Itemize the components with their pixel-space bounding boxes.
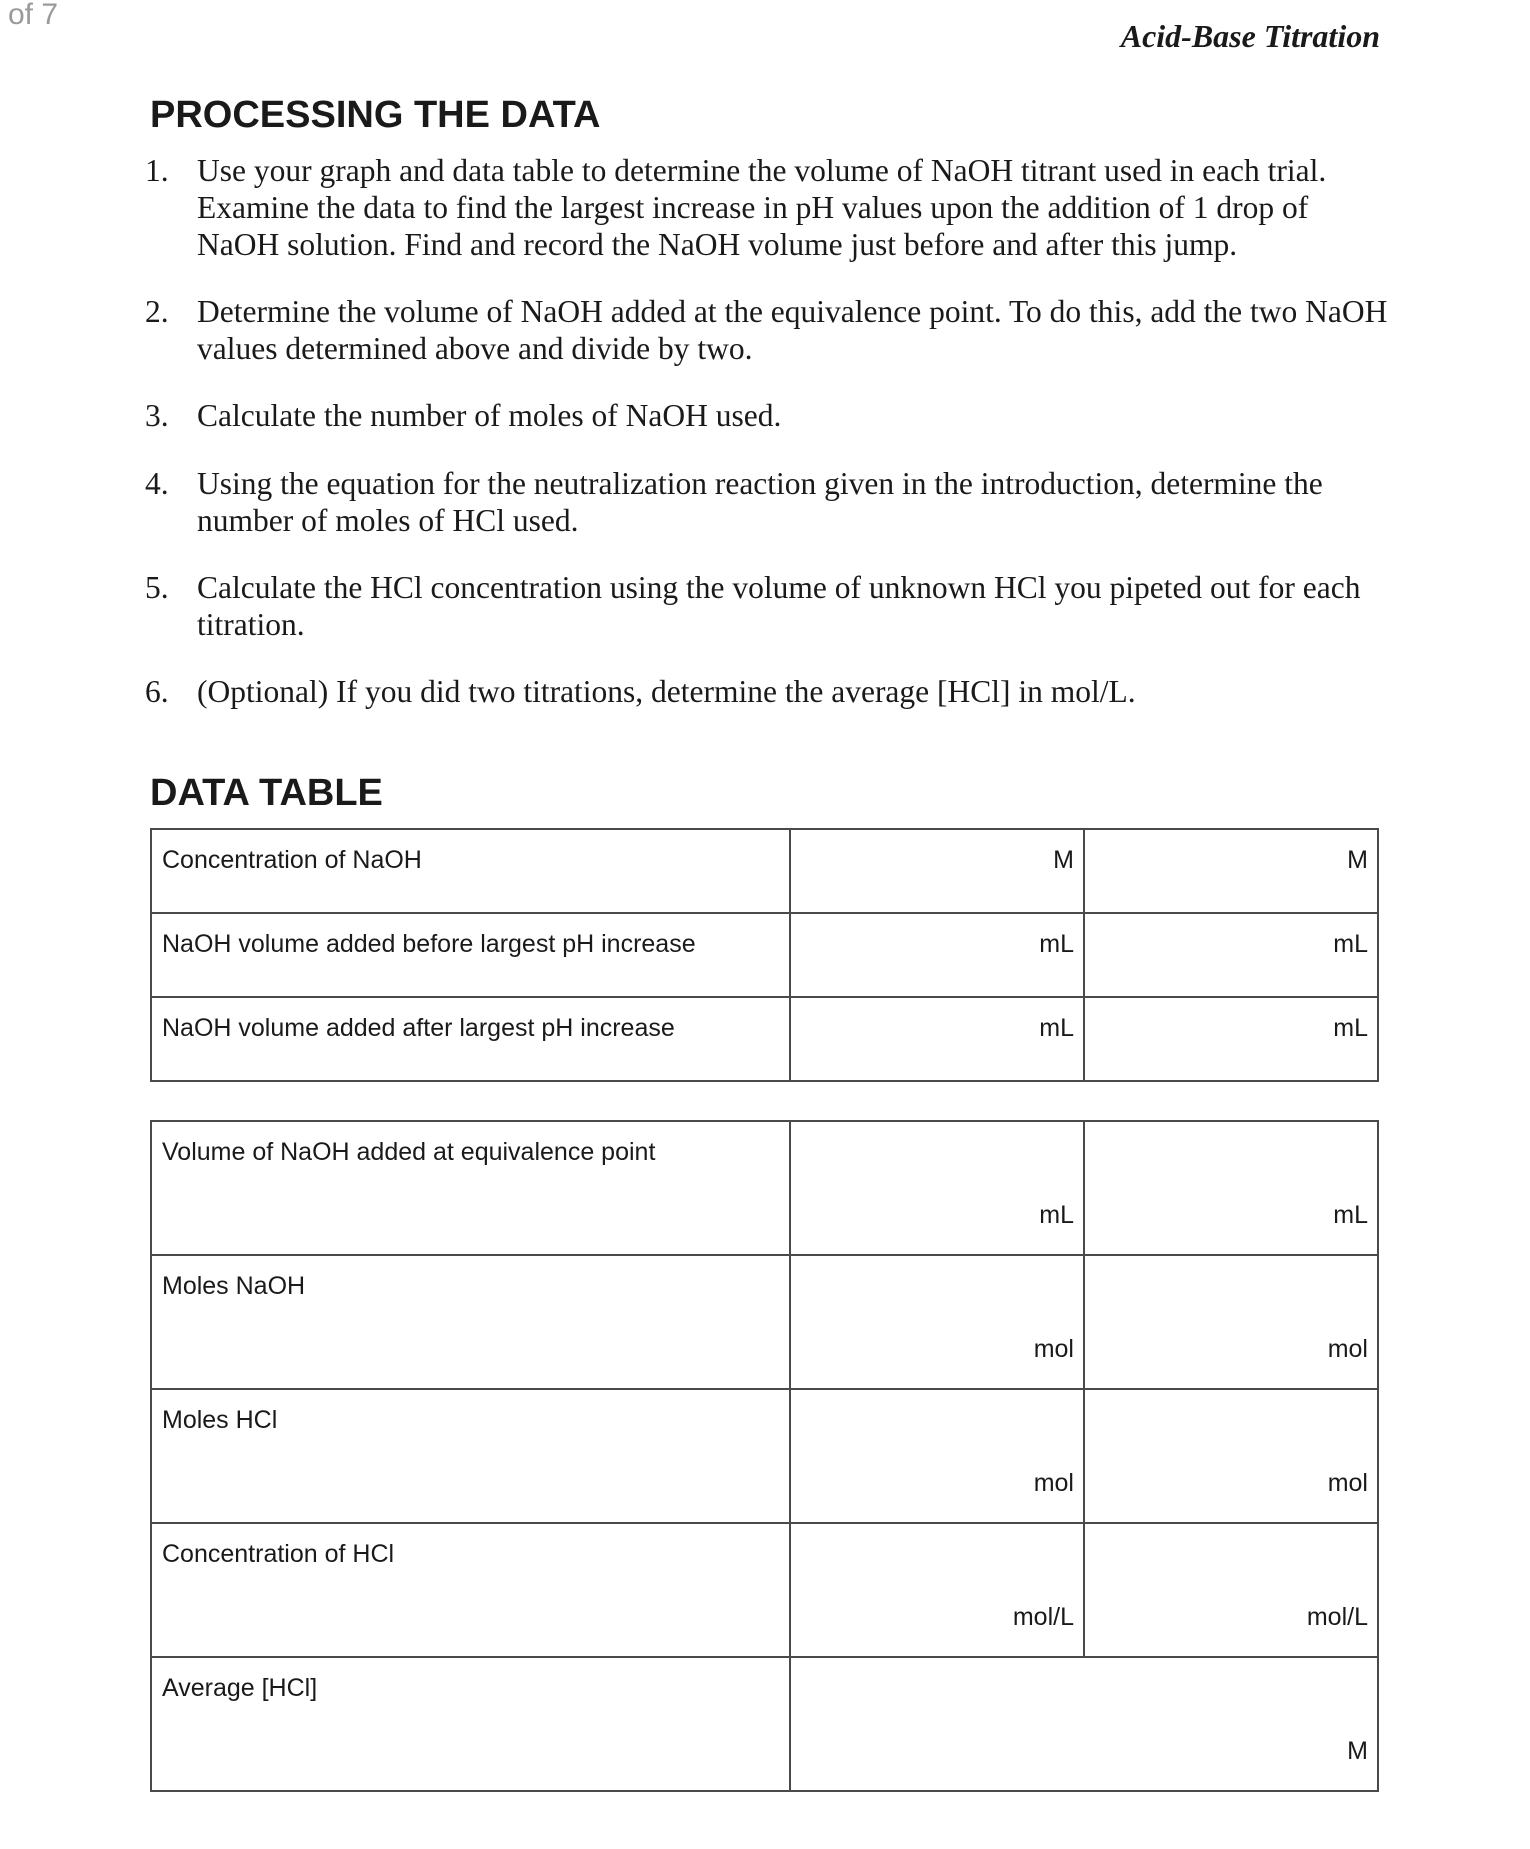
step-item: [145, 465, 1395, 539]
step-text: Calculate the HCl concentration using the volume of unknown HCl you pipeted out for each titration.: [197, 570, 1361, 642]
row-label: Average [HCl]: [162, 1674, 318, 1702]
trial2-entry-cell[interactable]: [1084, 1255, 1378, 1389]
row-label-cell: [151, 1389, 790, 1523]
unit-label: mL: [1039, 1201, 1074, 1229]
unit-label: mol: [1033, 1469, 1074, 1497]
row-label-cell: [151, 1255, 790, 1389]
step-number: 6.: [145, 674, 169, 709]
unit-label: mol/L: [1306, 1603, 1368, 1631]
unit-label: M: [1347, 846, 1368, 874]
table-row: [151, 1389, 1378, 1523]
row-label-cell: [151, 1121, 790, 1255]
trial2-entry-cell[interactable]: [1084, 1389, 1378, 1523]
step-item: [145, 397, 1395, 434]
trial1-entry-cell[interactable]: [790, 1255, 1084, 1389]
unit-label: M: [1053, 846, 1074, 874]
unit-label: mL: [1333, 930, 1368, 958]
trial2-entry-cell[interactable]: [1084, 913, 1378, 997]
row-label-cell: [151, 997, 790, 1081]
average-entry-cell[interactable]: [790, 1657, 1378, 1791]
row-label: NaOH volume added after largest pH increase: [162, 1014, 675, 1042]
unit-label: M: [1347, 1737, 1368, 1765]
step-item: [145, 152, 1395, 263]
data-table-measurements: [150, 828, 1379, 1082]
trial2-entry-cell[interactable]: [1084, 997, 1378, 1081]
unit-label: mol: [1033, 1335, 1074, 1363]
step-number: 5.: [145, 570, 169, 605]
unit-label: mL: [1333, 1201, 1368, 1229]
page-indicator: of 7: [8, 0, 59, 31]
unit-label: mL: [1333, 1014, 1368, 1042]
step-number: 4.: [145, 466, 169, 501]
step-number: 1.: [145, 153, 169, 188]
step-item: [145, 673, 1395, 710]
unit-label: mol/L: [1012, 1603, 1074, 1631]
trial2-entry-cell[interactable]: [1084, 829, 1378, 913]
row-label-cell: [151, 913, 790, 997]
table-row: [151, 1657, 1378, 1791]
trial1-entry-cell[interactable]: [790, 1121, 1084, 1255]
trial1-entry-cell[interactable]: [790, 997, 1084, 1081]
step-number: 3.: [145, 398, 169, 433]
step-text: (Optional) If you did two titrations, determine the average [HCl] in mol/L.: [197, 674, 1136, 709]
table-row: [151, 913, 1378, 997]
table-row: [151, 1121, 1378, 1255]
unit-label: mL: [1039, 930, 1074, 958]
row-label: Moles NaOH: [162, 1272, 306, 1300]
row-label: NaOH volume added before largest pH increase: [162, 930, 696, 958]
trial2-entry-cell[interactable]: [1084, 1121, 1378, 1255]
row-label: Volume of NaOH added at equivalence point: [162, 1138, 656, 1166]
table-row: [151, 997, 1378, 1081]
unit-label: mol: [1327, 1335, 1368, 1363]
row-label-cell: [151, 829, 790, 913]
step-item: [145, 569, 1395, 643]
step-text: Use your graph and data table to determine the volume of NaOH titrant used in each trial. Examine the data to find the largest increase in pH values upon the addition of 1 drop of NaOH solution. Find and record the NaOH volume just before and after this jump.: [197, 153, 1327, 262]
unit-label: mL: [1039, 1014, 1074, 1042]
table-row: [151, 1523, 1378, 1657]
step-text: Determine the volume of NaOH added at the equivalence point. To do this, add the two NaOH values determined above and divide by two.: [197, 294, 1388, 366]
trial1-entry-cell[interactable]: [790, 913, 1084, 997]
row-label: Concentration of NaOH: [162, 846, 422, 874]
step-text: Using the equation for the neutralization reaction given in the introduction, determine the number of moles of HCl used.: [197, 466, 1323, 538]
step-text: Calculate the number of moles of NaOH used.: [197, 398, 782, 433]
step-item: [145, 293, 1395, 367]
trial2-entry-cell[interactable]: [1084, 1523, 1378, 1657]
row-label-cell: [151, 1657, 790, 1791]
trial1-entry-cell[interactable]: [790, 1523, 1084, 1657]
trial1-entry-cell[interactable]: [790, 829, 1084, 913]
trial1-entry-cell[interactable]: [790, 1389, 1084, 1523]
unit-label: mol: [1327, 1469, 1368, 1497]
running-header: Acid-Base Titration: [1120, 18, 1380, 54]
table-row: [151, 829, 1378, 913]
step-number: 2.: [145, 294, 169, 329]
section-heading-data-table: DATA TABLE: [150, 772, 383, 814]
data-table-calculations: [150, 1120, 1379, 1792]
section-heading-processing: PROCESSING THE DATA: [150, 94, 601, 136]
row-label: Concentration of HCl: [162, 1540, 395, 1568]
row-label-cell: [151, 1523, 790, 1657]
row-label: Moles HCl: [162, 1406, 278, 1434]
table-row: [151, 1255, 1378, 1389]
